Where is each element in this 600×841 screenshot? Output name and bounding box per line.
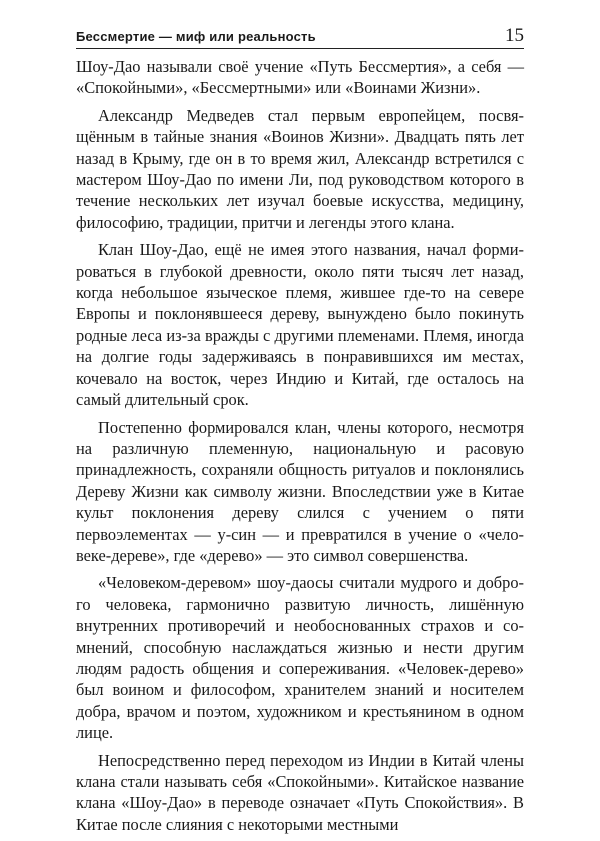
header-rule (76, 48, 524, 49)
page-number: 15 (505, 25, 524, 46)
paragraph-3: Клан Шоу-Дао, ещё не имея этого названия, начал формироваться в глубокой древности, около пяти тысяч лет назад, когда небольшое языческое племя, жившее где-то на севере Европы и поклонявшееся дереву, вынуждено было покинуть родные леса из-за вражды с другими племенами. Племя, иногда на долгие годы задерживаясь в понравившихся им местах, кочевало на восток, через Индию и Китай, где осталось на самый длительный срок. (76, 240, 524, 410)
paragraph-4: Постепенно формировался клан, члены которого, несмотря на различную племенную, национальную и расовую принадлежность, сохраняли общность ритуалов и поклонялись Дереву Жизни как символу жизни. Впоследствии уже в Китае культ поклонения дереву слился с учением о пяти первоэлементах — у-син — и превратился в учение о «человеке-дереве», где «дерево» — это символ совершенства. (76, 417, 524, 565)
page-header (76, 22, 524, 50)
paragraph-1: Шоу-Дао называли своё учение «Путь Бессмертия», а себя — «Спокойными», «Бессмертными» или «Воинами Жизни». (76, 57, 524, 98)
running-title: Бессмертие — миф или реальность (76, 28, 316, 44)
paragraph-2: Александр Медведев стал первым европейцем, посвящённым в тайные знания «Воинов Жизни». Двадцать пять лет назад в Крыму, где он в то время жил, Александр встретился с мастером Шоу-Дао по имени Ли, под руководством которого в течение нескольких лет изучал боевые искусства, медицину, философию, традиции, притчи и легенды этого клана. (76, 105, 524, 232)
page-body (76, 56, 524, 841)
paragraph-6: Непосредственно перед переходом из Индии в Китай члены клана стали называть себя «Спокойными». Китайское название клана «Шоу-Дао» в переводе означает «Путь Спокойствия». В Китае после слияния с некоторыми местными (76, 750, 524, 834)
paragraph-5: «Человеком-деревом» шоу-даосы считали мудрого и доброго человека, гармонично развитую личность, лишённую внутренних противоречий и необоснованных страхов и сомнений, способную наслаждаться жизнью и нести другим людям радость общения и сопереживания. «Человек-дерево» был воином и философом, хранителем знаний и носителем добра, врачом и поэтом, художником и крестьянином в одном лице. (76, 573, 524, 743)
